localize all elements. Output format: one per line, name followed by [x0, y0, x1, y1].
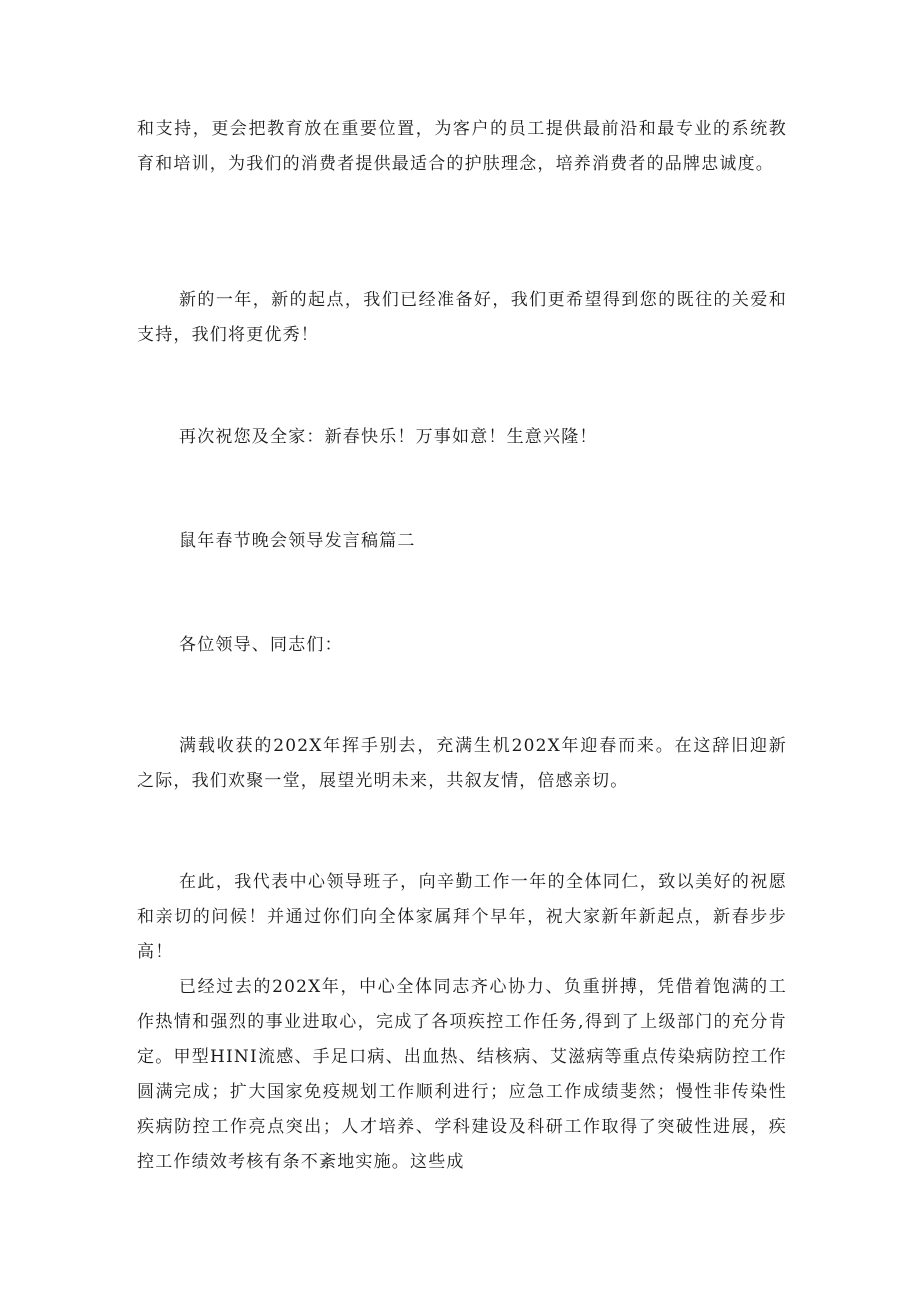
paragraph-blessing: 再次祝您及全家：新春快乐！万事如意！生意兴隆！ [179, 427, 598, 447]
paragraph-continuation: 和支持，更会把教育放在重要位置，为客户的员工提供最前沿和最专业的系统教育和培训，为我们的消费者提供最适合的护肤理念，培养消费者的品牌忠诚度。 [137, 119, 787, 174]
paragraph-review: 已经过去的202X年，中心全体同志齐心协力、负重拼搏，凭借着饱满的工作热情和强烈的事业进取心，完成了各项疾控工作任务,得到了上级部门的充分肯定。甲型HINI流感、手足口病、出血热、结核病、艾滋病等重点传染病防控工作圆满完成；扩大国家免疫规划工作顺利进行；应急工作成绩斐然；慢性非传染性疾病防控工作亮点突出；人才培养、学科建设及科研工作取得了突破性进展，疾控工作绩效考核有条不紊地实施。这些成 [137, 977, 787, 1172]
paragraph-new-year: 新的一年，新的起点，我们已经准备好，我们更希望得到您的既往的关爱和支持，我们将更优秀！ [137, 290, 787, 345]
section-heading: 鼠年春节晚会领导发言稿篇二 [179, 531, 416, 551]
paragraph-greeting: 在此，我代表中心领导班子，向辛勤工作一年的全体同仁，致以美好的祝愿和亲切的问候！并通过你们向全体家属拜个早年，祝大家新年新起点，新春步步高！ [137, 872, 787, 962]
salutation: 各位领导、同志们： [179, 635, 343, 655]
paragraph-opening: 满载收获的202X年挥手别去，充满生机202X年迎春而来。在这辞旧迎新之际，我们欢聚一堂，展望光明未来，共叙友情，倍感亲切。 [137, 736, 787, 791]
